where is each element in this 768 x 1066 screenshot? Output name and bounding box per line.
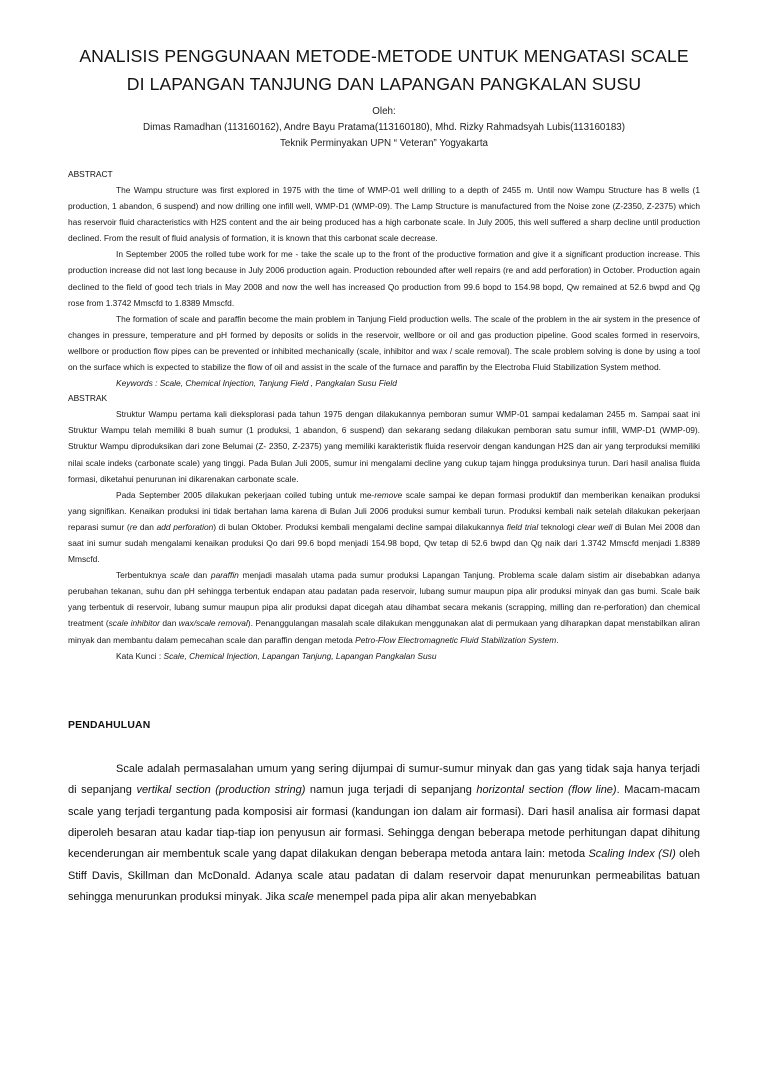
italic-term: paraffin <box>210 570 239 581</box>
abstract-indonesian <box>68 391 700 664</box>
text-run: menjadi masalah utama pada sumur produksi Lapangan Tanjung. Problema scale dalam sistim air disebabkan adanya perubahan tekanan, suhu dan pH sehingga terbentuk endapan atau padatan pada reservoir, lubang sumur maupun pipa alir produksi minyak dan gas bumi. Scale baik yang terbentuk di reservoir, lubang sumur maupun pipa alir produksi dapat dicegah atau dihambat secara mekanis (scrapping, milling dan re-perforation) dan chemical treatment ( <box>68 570 700 629</box>
intro-paragraph <box>68 759 700 909</box>
title-line-1: ANALISIS PENGGUNAAN METODE-METODE UNTUK MENGATASI SCALE <box>79 46 689 66</box>
abstrak-paragraph-3 <box>68 567 700 647</box>
title-line-2: DI LAPANGAN TANJUNG DAN LAPANGAN PANGKALAN SUSU <box>126 74 642 94</box>
text-run: dan <box>189 570 211 581</box>
abstract-paragraph-3: The formation of scale and paraffin become the main problem in Tanjung Field production wells. The scale of the problem in the air system in the presence of changes in pressure, temperature and pH formed by deposits or solids in the reservoir, wellbore or oil and gas production pipeline. Good scales formed in reservoirs, wellbore or production flow pipes can be prevented or inhibited mechanically (scale, inhibitor and wax / scale removal). The scale problem solving is done by using a tool on the surface which is expected to stabilize the flow of oil and assist in the scale of the furnace and paraffin by the Electroba Fluid Stabilization System method. <box>68 313 700 373</box>
italic-term: horizontal section (flow line) <box>476 784 617 797</box>
abstrak-paragraph-2 <box>68 487 700 567</box>
keywords-value: Scale, Chemical Injection, Lapangan Tanjung, Lapangan Pangkalan Susu <box>163 650 437 661</box>
text-run: oleh Stiff Davis, Skillman dan McDonald. Adanya scale atau padatan di dalam reservoir dapat menurunkan permeabilitas batuan sehingga menurunkan produksi minyak. Jika <box>68 848 700 904</box>
section-heading: PENDAHULUAN <box>68 719 151 731</box>
text-run: scale sampai ke depan formasi produktif dan memberikan kenaikan produksi yang signifikan. Kenaikan produksi ini tidak bertahan lama karena di Bulan Juli 2006 produksi sumur kembali turun. Produksi kembali naik setelah dilakukan pekerjaan reparasi sumur ( <box>68 489 700 532</box>
italic-term: re <box>129 521 138 532</box>
text-run: teknologi <box>538 521 578 532</box>
text-run: Scale adalah permasalahan umum yang sering dijumpai di sumur-sumur minyak dan gas yang tidak saja hanya terjadi di sepanjang <box>68 762 700 797</box>
text-run: ) di bulan Oktober. Produksi kembali mengalami decline sampai dilakukannya <box>213 521 507 532</box>
italic-term: remove <box>374 489 403 500</box>
text-run: menempel pada pipa alir akan menyebabkan <box>313 891 537 904</box>
abstrak-keywords <box>68 648 700 664</box>
author-list: Dimas Ramadhan (113160162), Andre Bayu Pratama(113160180), Mhd. Rizky Rahmadsyah Lubis(113160183) <box>143 122 625 133</box>
keywords-label: Kata Kunci : <box>116 650 164 661</box>
italic-term: add perforation <box>156 521 214 532</box>
italic-term: scale <box>169 570 190 581</box>
italic-term: Scaling Index (SI) <box>588 848 676 861</box>
abstract-keywords: Keywords : Scale, Chemical Injection, Tanjung Field , Pangkalan Susu Field <box>116 378 397 389</box>
introduction-body <box>68 759 700 909</box>
italic-term: wax/scale removal <box>178 618 248 629</box>
affiliation: Teknik Perminyakan UPN “ Veteran” Yogyakarta <box>279 138 488 149</box>
abstrak-paragraph-1: Struktur Wampu pertama kali dieksplorasi pada tahun 1975 dengan dilakukannya pemboran sumur WMP-01 sampai kedalaman 2455 m. Sampai saat ini Struktur Wampu telah memiliki 8 buah sumur (1 produksi, 1 abandon, 6 suspend) dan sekarang sedang dilakukan pemboran satu sumur infill, WMP-D1 (WMP-09). Struktur Wampu diproduksikan dari zone Belumai (Z- 2350, Z-2375) yang memiliki karakteristik fluida reservoir dengan kandungan H2S dan air yang terproduksi memiliki nilai scale indeks (carbonate scale) yang tinggi. Pada Bulan Juli 2005, sumur ini mengalami decline yang cukup tajam hingga produksinya turun. Dari hasil analisa fluida formasi, diketahui penurunan ini dikarenakan carbonate scale. <box>68 409 700 484</box>
text-run: namun juga terjadi di sepanjang <box>305 784 477 797</box>
author-block <box>68 104 700 152</box>
text-run: Pada September 2005 dilakukan pekerjaan coiled tubing untuk me- <box>116 489 375 500</box>
italic-term: scale inhibitor <box>108 618 160 629</box>
text-run: Terbentuknya <box>116 570 170 581</box>
italic-term: vertikal section (production string) <box>136 784 306 797</box>
italic-term: clear well <box>577 521 613 532</box>
abstract-paragraph-1: The Wampu structure was first explored in 1975 with the time of WMP-01 well drilling to a depth of 2455 m. Until now Wampu Structure has 8 wells (1 production, 1 abandon, 6 suspend) and now drilling one infill well, WMP-D1 (WMP-09). The Lamp Structure is manufactured from the Noise zone (Z-2350, Z-2375) which has reservoir fluid characteristics with H2S content and the air being produced has a high carbonate scale. In July 2005, this well suffered a sharp decline until production declined. From the result of fluid analysis of formation, it is known that this carbonat scale decrease. <box>68 185 700 244</box>
text-run: . <box>556 634 559 645</box>
oleh-label: Oleh: <box>372 106 396 117</box>
text-run: . Macam-macam scale yang terjadi tergantung pada komposisi air formasi (kandungan ion dalam air formasi). Dari hasil analisa air formasi dapat diperoleh besaran atau kadar tiap-tiap ion penyusun air formasi. Sehingga dengan beberapa metode perhitungan dapat dihitung kecenderungan air membentuk scale yang dapat dilakukan dengan beberapa metoda antara lain: metoda <box>68 784 700 861</box>
italic-term: field trial <box>506 521 539 532</box>
abstract-label: ABSTRACT <box>68 169 113 179</box>
abstract-paragraph-2: In September 2005 the rolled tube work for me - take the scale up to the front of the productive formation and give it a significant production increase. This production increase did not last long because in July 2006 production again. Production rebounded after well repairs (re and add perforation) in October. Production again declined to the field of good tech trials in May 2008 and now the well has increased Qo production from 99.6 bopd to 154.98 bopd, Qw remained at 52.6 bwpd and Qg rose from 1.3742 Mmscfd to 1.8389 Mmscfd. <box>68 249 700 308</box>
text-run: ). Penanggulangan masalah scale dilakukan menggunakan alat di permukaan yang diharapkan dapat menstabilkan aliran minyak dan membantu dalam pemecahan scale dan paraffin dengan metoda <box>68 618 700 645</box>
italic-term: Petro-Flow Electromagnetic Fluid Stabilization System <box>355 634 557 645</box>
document-page <box>0 42 768 1066</box>
abstrak-label: ABSTRAK <box>68 393 108 404</box>
text-run: dan <box>159 618 179 629</box>
abstract-english <box>68 167 700 391</box>
text-run: dan <box>137 521 157 532</box>
text-run: di Bulan Mei 2008 dan saat ini sumur sudah mengalami kenaikan produksi Qo dari 99.6 bopd menjadi 154.98 bopd, Qw tetap di 52.6 bwpd dan Qg naik dari 1.3742 Mmscfd menjadi 1.8389 Mmscfd. <box>68 521 700 565</box>
paper-title <box>68 42 700 98</box>
italic-term: scale <box>288 891 314 904</box>
